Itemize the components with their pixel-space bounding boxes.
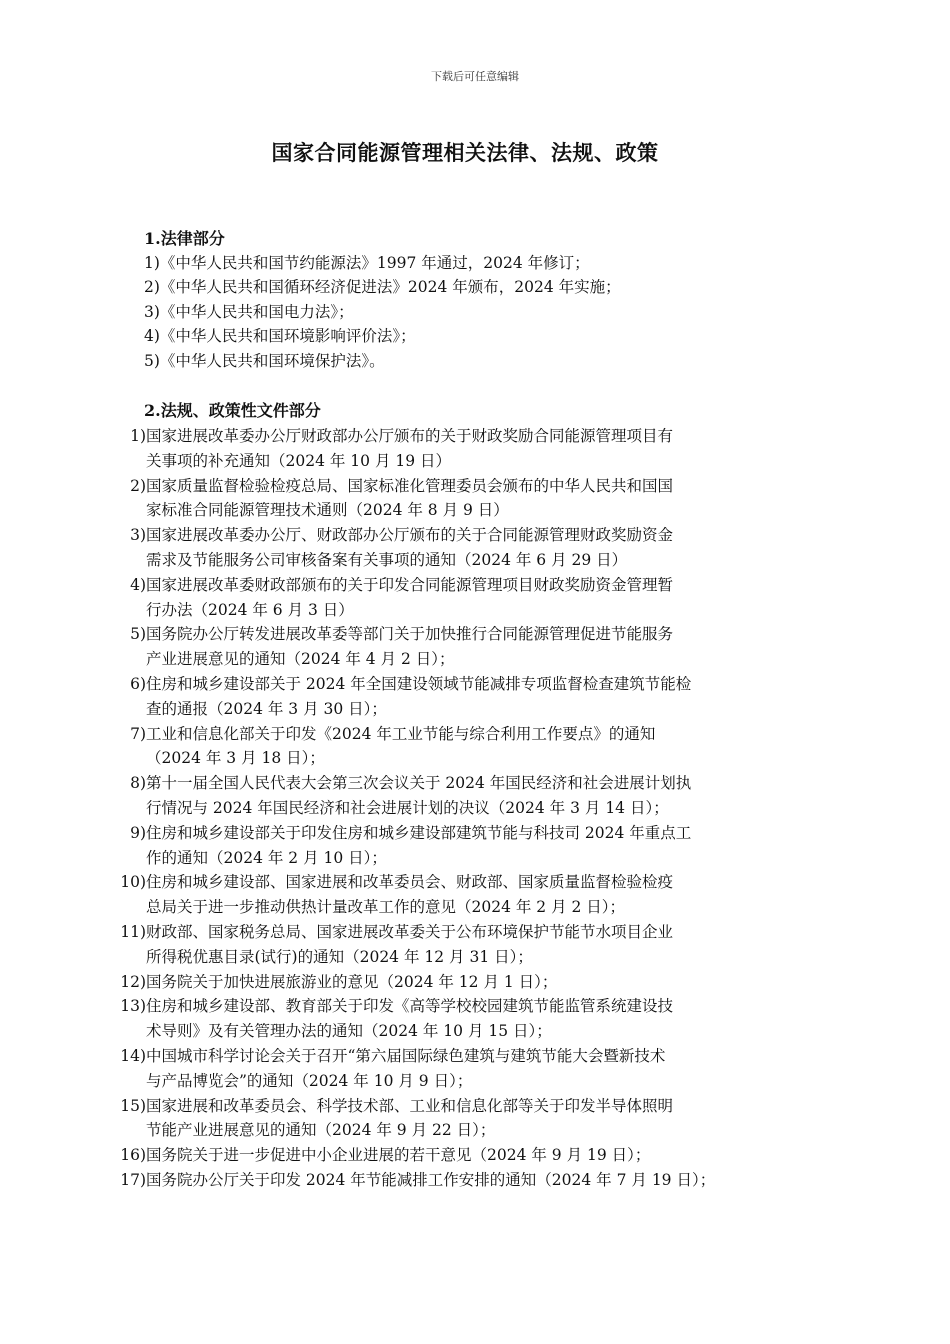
policy-item-line: 术导则》及有关管理办法的通知（2024 年 10 月 15 日）； (146, 1022, 552, 1041)
header-note: 下载后可任意编辑 (431, 70, 519, 83)
policy-item-line: 财政部、国家税务总局、国家进展改革委关于公布环境保护节能节水项目企业 (146, 922, 674, 941)
section-heading-laws: 1.法律部分 (144, 229, 225, 248)
policy-item-number: 13) (120, 997, 146, 1016)
law-item: 5)《中华人民共和国环境保护法》。 (144, 351, 385, 370)
policy-item-line: 国务院办公厅关于印发 2024 年节能减排工作安排的通知（2024 年 7 月 19 日）； (146, 1170, 716, 1189)
policy-item-number: 4) (130, 575, 146, 594)
policy-item-text (146, 573, 810, 623)
policy-item-text (146, 523, 810, 573)
policy-item-text (146, 1044, 810, 1094)
policy-item-line: （2024 年 3 月 18 日）； (146, 749, 325, 768)
policy-item-line: 工业和信息化部关于印发《2024 年工业节能与综合利用工作要点》的通知 (146, 724, 656, 743)
policy-item-line: 作的通知（2024 年 2 月 10 日）； (146, 848, 387, 867)
policy-item-text (146, 672, 810, 722)
policy-item-line: 总局关于进一步推动供热计量改革工作的意见（2024 年 2 月 2 日）； (146, 898, 626, 917)
policy-item-text (146, 970, 810, 995)
policy-item-line: 住房和城乡建设部关于 2024 年全国建设领域节能减排专项监督检查建筑节能检 (146, 674, 692, 693)
policy-item (0, 1094, 950, 1144)
policy-item-line: 住房和城乡建设部关于印发住房和城乡建设部建筑节能与科技司 2024 年重点工 (146, 823, 692, 842)
law-item: 2)《中华人民共和国循环经济促进法》2024 年颁布，2024 年实施； (144, 278, 621, 297)
policy-item-line: 查的通报（2024 年 3 月 30 日）； (146, 699, 387, 718)
policy-item-number: 12) (120, 972, 146, 991)
policy-item-number: 7) (130, 724, 146, 743)
policy-item-number: 5) (130, 625, 146, 644)
policy-item-number: 11) (120, 922, 146, 941)
policy-item-line: 国家进展改革委财政部颁布的关于印发合同能源管理项目财政奖励资金管理暂 (146, 575, 674, 594)
policy-item-line: 行情况与 2024 年国民经济和社会进展计划的决议（2024 年 3 月 14 日）； (146, 798, 669, 817)
policy-item-number: 16) (120, 1146, 146, 1165)
policy-item-line: 住房和城乡建设部、教育部关于印发《高等学校校园建筑节能监管系统建设技 (146, 997, 674, 1016)
section-heading-policies: 2.法规、政策性文件部分 (144, 401, 321, 420)
policy-item-line: 国务院办公厅转发进展改革委等部门关于加快推行合同能源管理促进节能服务 (146, 625, 674, 644)
policy-item-line: 国家进展改革委办公厅、财政部办公厅颁布的关于合同能源管理财政奖励资金 (146, 526, 674, 545)
policy-item-text (146, 622, 810, 672)
policy-item (0, 920, 950, 970)
policy-item (0, 523, 950, 573)
policy-item-line: 节能产业进展意见的通知（2024 年 9 月 22 日）； (146, 1121, 496, 1140)
policy-item-line: 中国城市科学讨论会关于召开“第六届国际绿色建筑与建筑节能大会暨新技术 (146, 1046, 666, 1065)
policy-item-line: 国家进展和改革委员会、科学技术部、工业和信息化部等关于印发半导体照明 (146, 1096, 674, 1115)
policy-item-number: 3) (130, 526, 146, 545)
policy-item-line: 家标准合同能源管理技术通则（2024 年 8 月 9 日） (146, 501, 509, 520)
policy-item-text (146, 994, 810, 1044)
policy-item-line: 行办法（2024 年 6 月 3 日） (146, 600, 354, 619)
policy-item (0, 672, 950, 722)
policy-item-number: 8) (130, 774, 146, 793)
policy-item-number: 17) (120, 1170, 146, 1189)
policy-item-text (146, 870, 810, 920)
policy-item-number: 15) (120, 1096, 146, 1115)
policy-item-text (146, 821, 810, 871)
policy-item (0, 771, 950, 821)
policy-item (0, 870, 950, 920)
policy-item-line: 国家进展改革委办公厅财政部办公厅颁布的关于财政奖励合同能源管理项目有 (146, 427, 674, 445)
policy-item (0, 573, 950, 623)
policy-item-text (146, 1143, 810, 1168)
document-title: 国家合同能源管理相关法律、法规、政策 (271, 140, 659, 165)
policy-item (0, 1143, 950, 1168)
policy-item (0, 1044, 950, 1094)
law-item: 3)《中华人民共和国电力法》； (144, 302, 354, 321)
policy-item (0, 424, 950, 474)
policy-list (0, 424, 950, 1193)
policy-item-number: 1) (130, 427, 146, 445)
policy-item-line: 关事项的补充通知（2024 年 10 月 19 日） (146, 451, 452, 470)
policy-item-text (146, 1094, 810, 1144)
policy-item (0, 994, 950, 1044)
law-item: 1)《中华人民共和国节约能源法》1997 年通过，2024 年修订； (144, 254, 590, 272)
policy-item-line: 产业进展意见的通知（2024 年 4 月 2 日）； (146, 650, 455, 669)
policy-item-number: 6) (130, 674, 146, 693)
policy-item-text (146, 1168, 810, 1193)
law-list (144, 251, 621, 373)
policy-item-line: 国务院关于进一步促进中小企业进展的若干意见（2024 年 9 月 19 日）； (146, 1146, 651, 1165)
policy-item-text (146, 771, 810, 821)
policy-item-text (146, 424, 810, 474)
policy-item-line: 国家质量监督检验检疫总局、国家标准化管理委员会颁布的中华人民共和国国 (146, 476, 674, 495)
policy-item-line: 与产品博览会”的通知（2024 年 10 月 9 日）； (146, 1071, 473, 1090)
policy-item-line: 住房和城乡建设部、国家进展和改革委员会、财政部、国家质量监督检验检疫 (146, 873, 674, 892)
policy-item-line: 国务院关于加快进展旅游业的意见（2024 年 12 月 1 日）； (146, 972, 558, 991)
policy-item (0, 622, 950, 672)
policy-item-number: 14) (120, 1046, 146, 1065)
policy-item-number: 9) (130, 823, 146, 842)
policy-item-line: 需求及节能服务公司审核备案有关事项的通知（2024 年 6 月 29 日） (146, 550, 628, 569)
policy-item (0, 1168, 950, 1193)
policy-item-text (146, 474, 810, 524)
policy-item-number: 2) (130, 476, 146, 495)
policy-item (0, 722, 950, 772)
policy-item-line: 第十一届全国人民代表大会第三次会议关于 2024 年国民经济和社会进展计划执 (146, 774, 692, 793)
policy-item (0, 821, 950, 871)
policy-item (0, 970, 950, 995)
policy-item-text (146, 920, 810, 970)
policy-item-text (146, 722, 810, 772)
policy-item-line: 所得税优惠目录(试行)的通知（2024 年 12 月 31 日）； (146, 947, 533, 966)
policy-item-number: 10) (120, 873, 146, 892)
policy-item (0, 474, 950, 524)
law-item: 4)《中华人民共和国环境影响评价法》； (144, 327, 416, 346)
